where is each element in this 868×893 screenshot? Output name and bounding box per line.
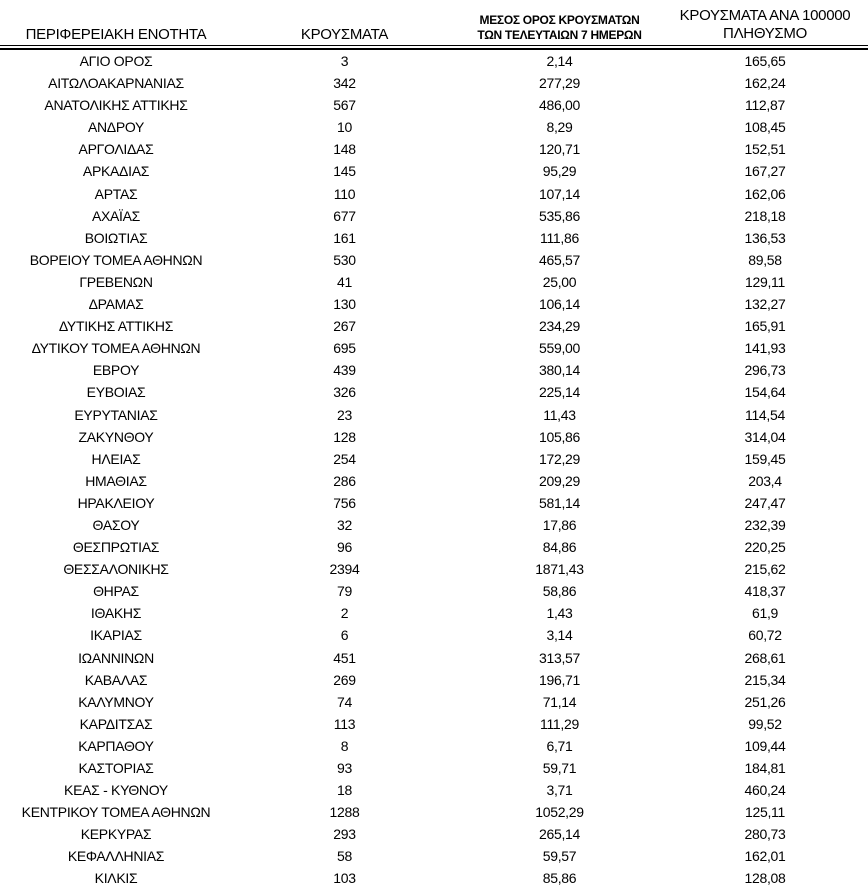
- cases-cell: 128: [333, 428, 356, 445]
- col-header-region: [0, 0, 232, 46]
- region-cell: ΑΙΤΩΛΟΑΚΑΡΝΑΝΙΑΣ: [48, 75, 184, 92]
- avg7-cell: 265,14: [538, 826, 581, 843]
- per100k-cell: 184,81: [744, 760, 786, 776]
- table-row: [0, 426, 868, 448]
- cases-cell: 58: [337, 848, 352, 865]
- table-row: [0, 116, 868, 138]
- cases-cell: 439: [333, 362, 356, 379]
- region-cell: ΗΡΑΚΛΕΙΟΥ: [77, 494, 155, 511]
- region-cell: ΚΕΝΤΡΙΚΟΥ ΤΟΜΕΑ ΑΘΗΝΩΝ: [21, 804, 211, 821]
- avg7-cell: 71,14: [542, 693, 577, 710]
- region-cell: ΑΡΤΑΣ: [94, 185, 138, 202]
- avg7-cell: 535,86: [538, 207, 581, 224]
- region-cell: ΘΑΣΟΥ: [92, 516, 140, 533]
- cases-cell: 161: [333, 229, 356, 246]
- avg7-cell: 234,29: [538, 318, 581, 335]
- region-cell: ΙΚΑΡΙΑΣ: [90, 627, 142, 644]
- avg7-cell: 8,29: [546, 119, 573, 136]
- region-cell: ΕΒΡΟΥ: [92, 362, 140, 379]
- table-body: [0, 50, 868, 890]
- per100k-cell: 108,45: [744, 119, 786, 136]
- per100k-cell: 251,26: [744, 693, 786, 710]
- region-cell: ΕΥΒΟΙΑΣ: [86, 384, 146, 401]
- per100k-cell: 203,4: [748, 472, 782, 489]
- region-cell: ΒΟΡΕΙΟΥ ΤΟΜΕΑ ΑΘΗΝΩΝ: [29, 251, 203, 268]
- avg7-cell: 486,00: [538, 97, 581, 114]
- region-cell: ΑΝΔΡΟΥ: [87, 119, 145, 136]
- col-header-avg7: [457, 0, 662, 46]
- table-row: [0, 845, 868, 867]
- avg7-cell: 196,71: [538, 671, 581, 688]
- per100k-cell: 162,06: [744, 185, 786, 202]
- avg7-cell: 107,14: [538, 185, 581, 202]
- cases-cell: 8: [340, 737, 349, 754]
- cases-cell: 10: [337, 119, 352, 136]
- table-row: [0, 580, 868, 602]
- avg7-cell: 1,43: [546, 605, 573, 622]
- table-row: [0, 624, 868, 646]
- region-cell: ΚΕΑΣ - ΚΥΘΝΟΥ: [64, 782, 168, 799]
- per100k-cell: 132,27: [744, 296, 786, 313]
- per100k-cell: 128,08: [744, 870, 786, 887]
- avg7-cell: 465,57: [538, 251, 581, 268]
- region-cell: ΑΝΑΤΟΛΙΚΗΣ ΑΤΤΙΚΗΣ: [44, 97, 188, 114]
- per100k-cell: 125,11: [745, 804, 785, 821]
- cases-cell: 3: [340, 53, 349, 69]
- cases-cell: 267: [333, 318, 356, 335]
- per100k-cell: 220,25: [744, 539, 786, 556]
- table-row: [0, 138, 868, 160]
- avg7-cell: 11,43: [543, 406, 576, 423]
- table-row: [0, 183, 868, 205]
- per100k-cell: 165,91: [744, 318, 786, 335]
- avg7-cell: 2,14: [546, 53, 573, 69]
- avg7-cell: 85,86: [542, 870, 577, 887]
- region-cell: ΑΓΙΟ ΟΡΟΣ: [79, 53, 153, 69]
- table-row: [0, 647, 868, 669]
- col-header-cases-label: ΚΡΟΥΣΜΑΤΑ: [300, 26, 389, 43]
- per100k-cell: 418,37: [744, 583, 786, 600]
- per100k-cell: 61,9: [751, 605, 779, 622]
- table-row: [0, 315, 868, 337]
- cases-cell: 2: [340, 605, 349, 622]
- avg7-cell: 380,14: [538, 362, 581, 379]
- table-row: [0, 205, 868, 227]
- avg7-cell: 111,86: [540, 229, 579, 246]
- avg7-cell: 106,14: [538, 296, 581, 313]
- cases-cell: 79: [337, 583, 352, 600]
- region-cell: ΚΑΣΤΟΡΙΑΣ: [78, 760, 154, 776]
- cases-cell: 1288: [329, 804, 360, 821]
- table-row: [0, 359, 868, 381]
- col-header-per100k: [662, 0, 868, 46]
- avg7-cell: 1052,29: [535, 804, 584, 821]
- per100k-cell: 280,73: [744, 826, 786, 843]
- avg7-cell: 277,29: [538, 75, 581, 92]
- cases-cell: 93: [337, 760, 352, 776]
- table-row: [0, 337, 868, 359]
- table-row: [0, 249, 868, 271]
- region-cell: ΑΡΓΟΛΙΔΑΣ: [78, 141, 154, 158]
- cases-cell: 269: [333, 671, 356, 688]
- avg7-cell: 1871,43: [535, 561, 584, 578]
- cases-cell: 567: [333, 97, 356, 114]
- region-cell: ΘΗΡΑΣ: [93, 583, 139, 600]
- table-row: [0, 50, 868, 72]
- region-cell: ΔΥΤΙΚΟΥ ΤΟΜΕΑ ΑΘΗΝΩΝ: [31, 340, 201, 357]
- region-cell: ΚΑΒΑΛΑΣ: [84, 671, 148, 688]
- cases-cell: 103: [333, 870, 356, 887]
- per100k-cell: 215,62: [744, 561, 786, 578]
- region-cell: ΕΥΡΥΤΑΝΙΑΣ: [74, 406, 158, 423]
- cases-cell: 695: [333, 340, 356, 357]
- table-row: [0, 713, 868, 735]
- per100k-cell: 154,64: [744, 384, 786, 401]
- col-header-region-label: ΠΕΡΙΦΕΡΕΙΑΚΗ ΕΝΟΤΗΤΑ: [25, 26, 207, 43]
- region-cell: ΚΕΦΑΛΛΗΝΙΑΣ: [67, 848, 165, 865]
- per100k-cell: 165,65: [744, 53, 786, 69]
- per100k-cell: 60,72: [748, 627, 782, 644]
- cases-cell: 130: [333, 296, 356, 313]
- per100k-cell: 460,24: [744, 782, 786, 799]
- cases-cell: 74: [337, 693, 352, 710]
- per100k-cell: 141,93: [744, 340, 786, 357]
- per100k-cell: 129,11: [745, 273, 785, 290]
- avg7-cell: 313,57: [538, 649, 581, 666]
- per100k-cell: 109,44: [744, 737, 786, 754]
- avg7-cell: 172,29: [538, 450, 581, 467]
- per100k-cell: 152,51: [744, 141, 786, 158]
- cases-cell: 756: [333, 494, 356, 511]
- table-row: [0, 160, 868, 182]
- region-cell: ΙΩΑΝΝΙΝΩΝ: [78, 649, 154, 666]
- table-row: [0, 227, 868, 249]
- cases-cell: 326: [333, 384, 356, 401]
- cases-cell: 342: [333, 75, 356, 92]
- region-cell: ΔΥΤΙΚΗΣ ΑΤΤΙΚΗΣ: [58, 318, 174, 335]
- table-row: [0, 823, 868, 845]
- per100k-cell: 112,87: [745, 97, 785, 114]
- cases-cell: 451: [333, 649, 356, 666]
- avg7-cell: 581,14: [538, 494, 581, 511]
- avg7-cell: 6,71: [546, 737, 573, 754]
- per100k-cell: 162,24: [744, 75, 786, 92]
- per100k-cell: 247,47: [744, 494, 786, 511]
- cases-cell: 254: [333, 450, 356, 467]
- cases-cell: 6: [340, 627, 349, 644]
- table-row: [0, 558, 868, 580]
- table-row: [0, 293, 868, 315]
- region-cell: ΚΕΡΚΥΡΑΣ: [80, 826, 152, 843]
- avg7-cell: 95,29: [542, 163, 577, 180]
- region-cell: ΗΜΑΘΙΑΣ: [85, 472, 147, 489]
- table-row: [0, 867, 868, 889]
- cases-cell: 145: [333, 163, 356, 180]
- table-row: [0, 72, 868, 94]
- region-cell: ΔΡΑΜΑΣ: [88, 296, 144, 313]
- table-row: [0, 602, 868, 624]
- cases-cell: 530: [333, 251, 356, 268]
- per100k-cell: 218,18: [744, 207, 786, 224]
- region-cell: ΚΑΛΥΜΝΟΥ: [78, 693, 154, 710]
- avg7-cell: 58,86: [542, 583, 577, 600]
- region-cell: ΚΑΡΔΙΤΣΑΣ: [79, 715, 153, 732]
- cases-cell: 677: [333, 207, 356, 224]
- avg7-cell: 225,14: [538, 384, 581, 401]
- cases-cell: 32: [337, 516, 352, 533]
- col-header-avg7-line1: ΜΕΣΟΣ ΟΡΟΣ ΚΡΟΥΣΜΑΤΩΝ: [479, 13, 640, 27]
- per100k-cell: 167,27: [744, 163, 786, 180]
- table-row: [0, 757, 868, 779]
- avg7-cell: 559,00: [538, 340, 581, 357]
- region-cell: ΚΙΛΚΙΣ: [94, 870, 138, 887]
- cases-cell: 110: [333, 185, 356, 202]
- per100k-cell: 99,52: [748, 715, 782, 732]
- cases-cell: 41: [337, 273, 352, 290]
- avg7-cell: 17,86: [542, 516, 577, 533]
- cases-cell: 2394: [329, 561, 360, 578]
- per100k-cell: 268,61: [744, 649, 786, 666]
- region-cell: ΒΟΙΩΤΙΑΣ: [84, 229, 148, 246]
- per100k-cell: 215,34: [744, 671, 786, 688]
- region-cell: ΙΘΑΚΗΣ: [90, 605, 142, 622]
- region-cell: ΘΕΣΣΑΛΟΝΙΚΗΣ: [63, 561, 169, 578]
- region-cell: ΚΑΡΠΑΘΟΥ: [78, 737, 154, 754]
- table-row: [0, 779, 868, 801]
- col-header-per100k-line2: ΠΛΗΘΥΣΜΟ: [723, 25, 807, 42]
- region-cell: ΑΧΑΪΑΣ: [91, 207, 141, 224]
- table-row: [0, 470, 868, 492]
- per100k-cell: 89,58: [748, 251, 782, 268]
- table-row: [0, 448, 868, 470]
- per100k-cell: 232,39: [744, 516, 786, 533]
- table-row: [0, 381, 868, 403]
- table-row: [0, 691, 868, 713]
- cases-cell: 18: [337, 782, 352, 799]
- per100k-cell: 159,45: [744, 450, 786, 467]
- region-cell: ΑΡΚΑΔΙΑΣ: [82, 163, 150, 180]
- avg7-cell: 120,71: [538, 141, 581, 158]
- avg7-cell: 84,86: [542, 539, 577, 556]
- avg7-cell: 111,29: [540, 715, 579, 732]
- avg7-cell: 3,71: [546, 782, 573, 799]
- avg7-cell: 3,14: [546, 627, 573, 644]
- table-row: [0, 735, 868, 757]
- col-header-per100k-line1: ΚΡΟΥΣΜΑΤΑ ΑΝΑ 100000: [679, 7, 851, 24]
- cases-cell: 23: [337, 406, 352, 423]
- region-cell: ΖΑΚΥΝΘΟΥ: [78, 428, 154, 445]
- avg7-cell: 209,29: [538, 472, 581, 489]
- table-row: [0, 536, 868, 558]
- region-cell: ΗΛΕΙΑΣ: [91, 450, 141, 467]
- cases-cell: 286: [333, 472, 356, 489]
- per100k-cell: 136,53: [744, 229, 786, 246]
- table-row: [0, 271, 868, 293]
- table-row: [0, 492, 868, 514]
- header-row: [0, 0, 868, 46]
- table-row: [0, 94, 868, 116]
- per100k-cell: 314,04: [744, 428, 786, 445]
- region-cell: ΘΕΣΠΡΩΤΙΑΣ: [72, 539, 160, 556]
- table-row: [0, 669, 868, 691]
- region-cell: ΓΡΕΒΕΝΩΝ: [79, 273, 153, 290]
- cases-cell: 96: [337, 539, 352, 556]
- col-header-avg7-line2: ΤΩΝ ΤΕΛΕΥΤΑΙΩΝ 7 ΗΜΕΡΩΝ: [477, 28, 642, 42]
- table-header: [0, 0, 868, 50]
- avg7-cell: 25,00: [542, 273, 577, 290]
- avg7-cell: 105,86: [538, 428, 581, 445]
- per100k-cell: 114,54: [745, 406, 785, 423]
- avg7-cell: 59,71: [542, 760, 577, 776]
- cases-cell: 148: [333, 141, 356, 158]
- table-row: [0, 801, 868, 823]
- col-header-cases: [232, 0, 457, 46]
- avg7-cell: 59,57: [542, 848, 577, 865]
- cases-cell: 293: [333, 826, 356, 843]
- cases-cell: 113: [333, 715, 356, 732]
- table-row: [0, 514, 868, 536]
- per100k-cell: 296,73: [744, 362, 786, 379]
- table-row: [0, 404, 868, 426]
- per100k-cell: 162,01: [744, 848, 786, 865]
